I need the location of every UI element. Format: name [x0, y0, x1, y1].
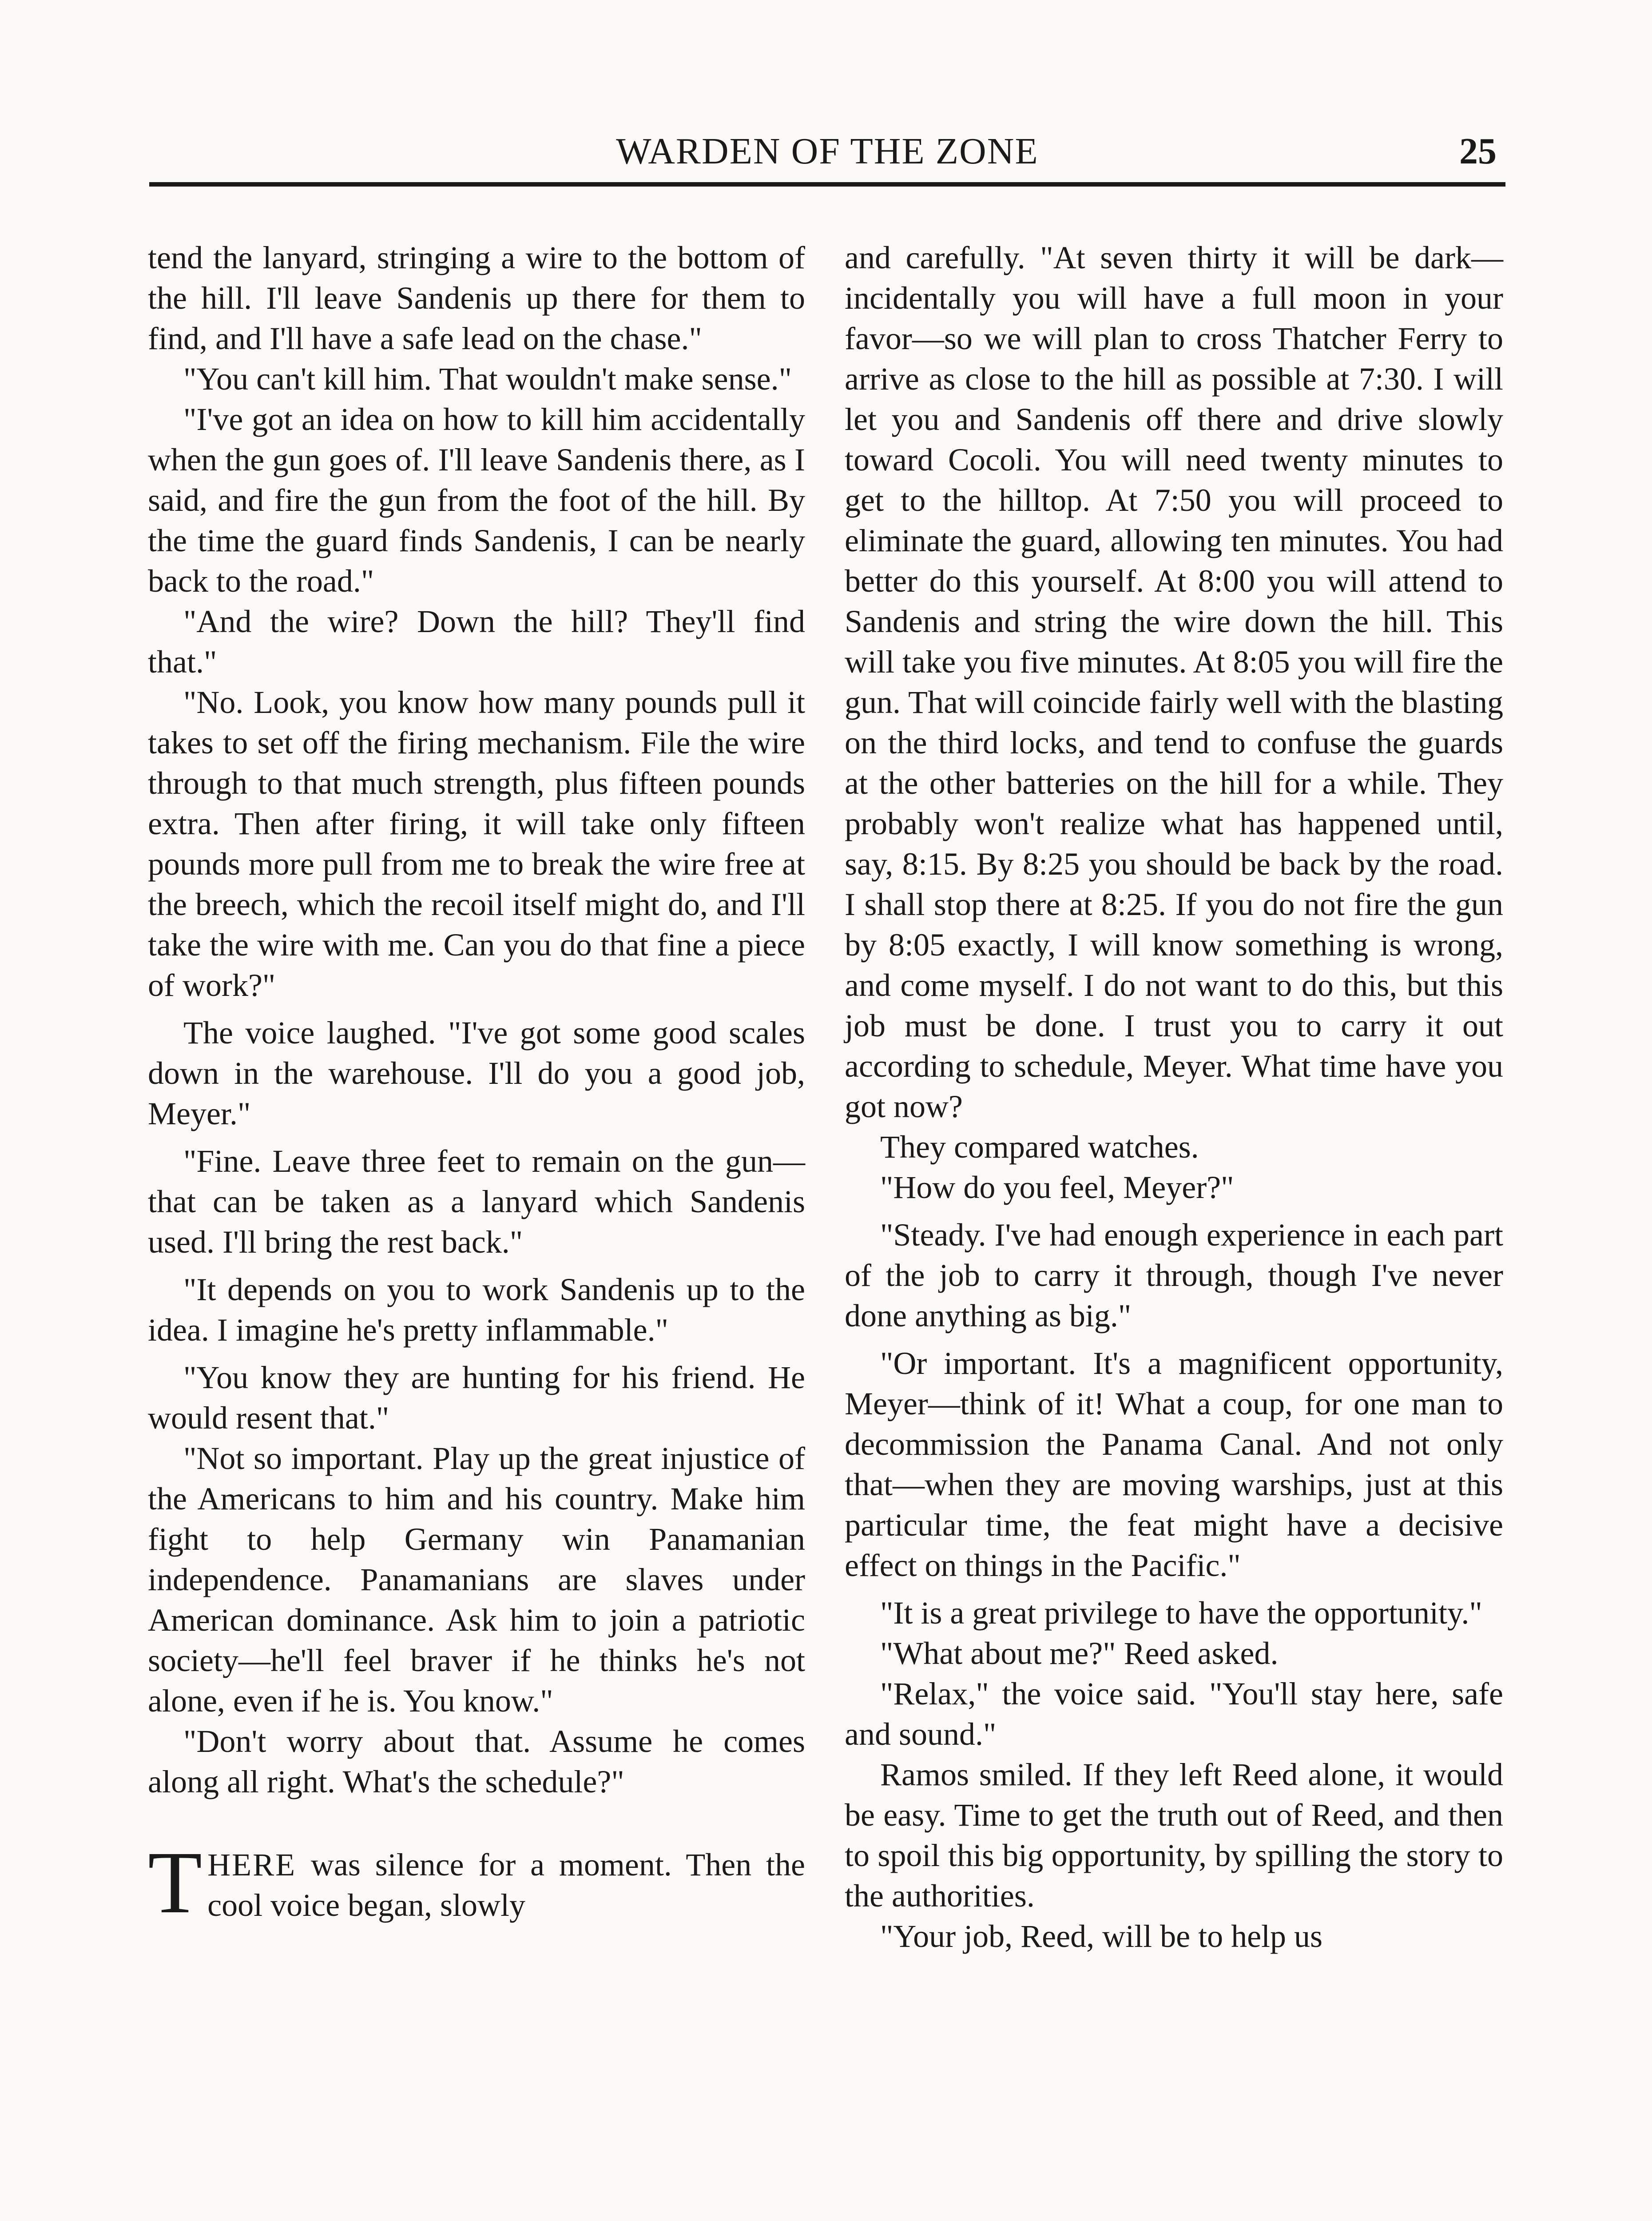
paragraph: "It is a great privilege to have the opportunity.": [880, 1595, 1482, 1631]
paragraph: "And the wire? Down the hill? They'll find that.": [148, 604, 805, 680]
paragraph: "What about me?" Reed asked.: [880, 1636, 1279, 1671]
paragraph: They compared watches.: [880, 1129, 1199, 1165]
left-column: [148, 238, 805, 1932]
running-header: [149, 127, 1505, 176]
paragraph: "It depends on you to work Sandenis up to the idea. I imagine he's pretty inflammable.": [148, 1272, 805, 1348]
drop-cap: T: [148, 1834, 203, 1932]
paragraph: "You can't kill him. That wouldn't make sense.": [183, 361, 792, 397]
small-caps-lead: HERE: [207, 1847, 297, 1883]
paragraph: tend the lanyard, stringing a wire to the bottom of the hill. I'll leave Sandenis up there for them to find, and I'll have a safe lead on the chase.": [148, 240, 805, 356]
header-rule: [149, 182, 1505, 187]
paragraph: "Relax," the voice said. "You'll stay here, safe and sound.": [845, 1676, 1503, 1752]
paragraph: "How do you feel, Meyer?": [880, 1170, 1234, 1205]
paragraph: and carefully. "At seven thirty it will be dark—incidentally you will have a full moon in your favor—so we will plan to cross Thatcher Ferry to arrive as close to the hill as possible at 7:30. I will let you and Sandenis off there and drive slowly toward Cocoli. You will need twenty minutes to get to the hilltop. At 7:50 you will proceed to eliminate the guard, allowing ten minutes. You had better do this yourself. At 8:00 you will attend to Sandenis and string the wire down the hill. This will take you five minutes. At 8:05 you will fire the gun. That will coincide fairly well with the blasting on the third locks, and tend to confuse the guards at the other batteries on the hill for a while. They probably won't realize what has happened until, say, 8:15. By 8:25 you should be back by the road. I shall stop there at 8:25. If you do not fire the gun by 8:05 exactly, I will know something is wrong, and come myself. I do not want to do this, but this job must be done. I trust you to carry it out according to schedule, Meyer. What time have you got now?: [845, 240, 1503, 1124]
running-title: WARDEN OF THE ZONE: [616, 131, 1039, 172]
page-number: 25: [1459, 131, 1497, 172]
paragraph: "I've got an idea on how to kill him accidentally when the gun goes of. I'll leave Sandenis there, as I said, and fire the gun from the foot of the hill. By the time the guard finds Sandenis, I can be nearly back to the road.": [148, 402, 805, 599]
paragraph: "No. Look, you know how many pounds pull it takes to set off the firing mechanism. File the wire through to that much strength, plus fifteen pounds extra. Then after firing, it will take only fifteen pounds more pull from me to break the wire free at the breech, which the recoil itself might do, and I'll take the wire with me. Can you do that fine a piece of work?": [148, 685, 805, 1003]
paragraph: "Your job, Reed, will be to help us: [880, 1918, 1323, 1954]
right-column: [845, 238, 1503, 1957]
paragraph: "Steady. I've had enough experience in each part of the job to carry it through, though I've never done anything as big.": [845, 1217, 1503, 1333]
paragraph: "Fine. Leave three feet to remain on the gun—that can be taken as a lanyard which Sandenis used. I'll bring the rest back.": [148, 1143, 805, 1260]
paragraph: "Don't worry about that. Assume he comes along all right. What's the schedule?": [148, 1723, 805, 1799]
paragraph: Ramos smiled. If they left Reed alone, it would be easy. Time to get the truth out of Reed, and then to spoil this big opportunity, by spilling the story to the authorities.: [845, 1757, 1503, 1914]
paragraph: The voice laughed. "I've got some good scales down in the warehouse. I'll do you a good job, Meyer.": [148, 1015, 805, 1131]
paragraph: "You know they are hunting for his friend. He would resent that.": [148, 1360, 805, 1436]
paragraph: "Or important. It's a magnificent opportunity, Meyer—think of it! What a coup, for one man to decommission the Panama Canal. And not only that—when they are moving warships, just at this particular time, the feat might have a decisive effect on things in the Pacific.": [845, 1345, 1503, 1583]
dropcap-paragraph: [148, 1834, 805, 1932]
dropcap-paragraph-text: was silence for a moment. Then the cool voice began, slowly: [207, 1847, 805, 1923]
paragraph: "Not so important. Play up the great injustice of the Americans to him and his country. Make him fight to help Germany win Panamanian independence. Panamanians are slaves under American dominance. Ask him to join a patriotic society—he'll feel braver if he thinks he's not alone, even if he is. You know.": [148, 1441, 805, 1719]
